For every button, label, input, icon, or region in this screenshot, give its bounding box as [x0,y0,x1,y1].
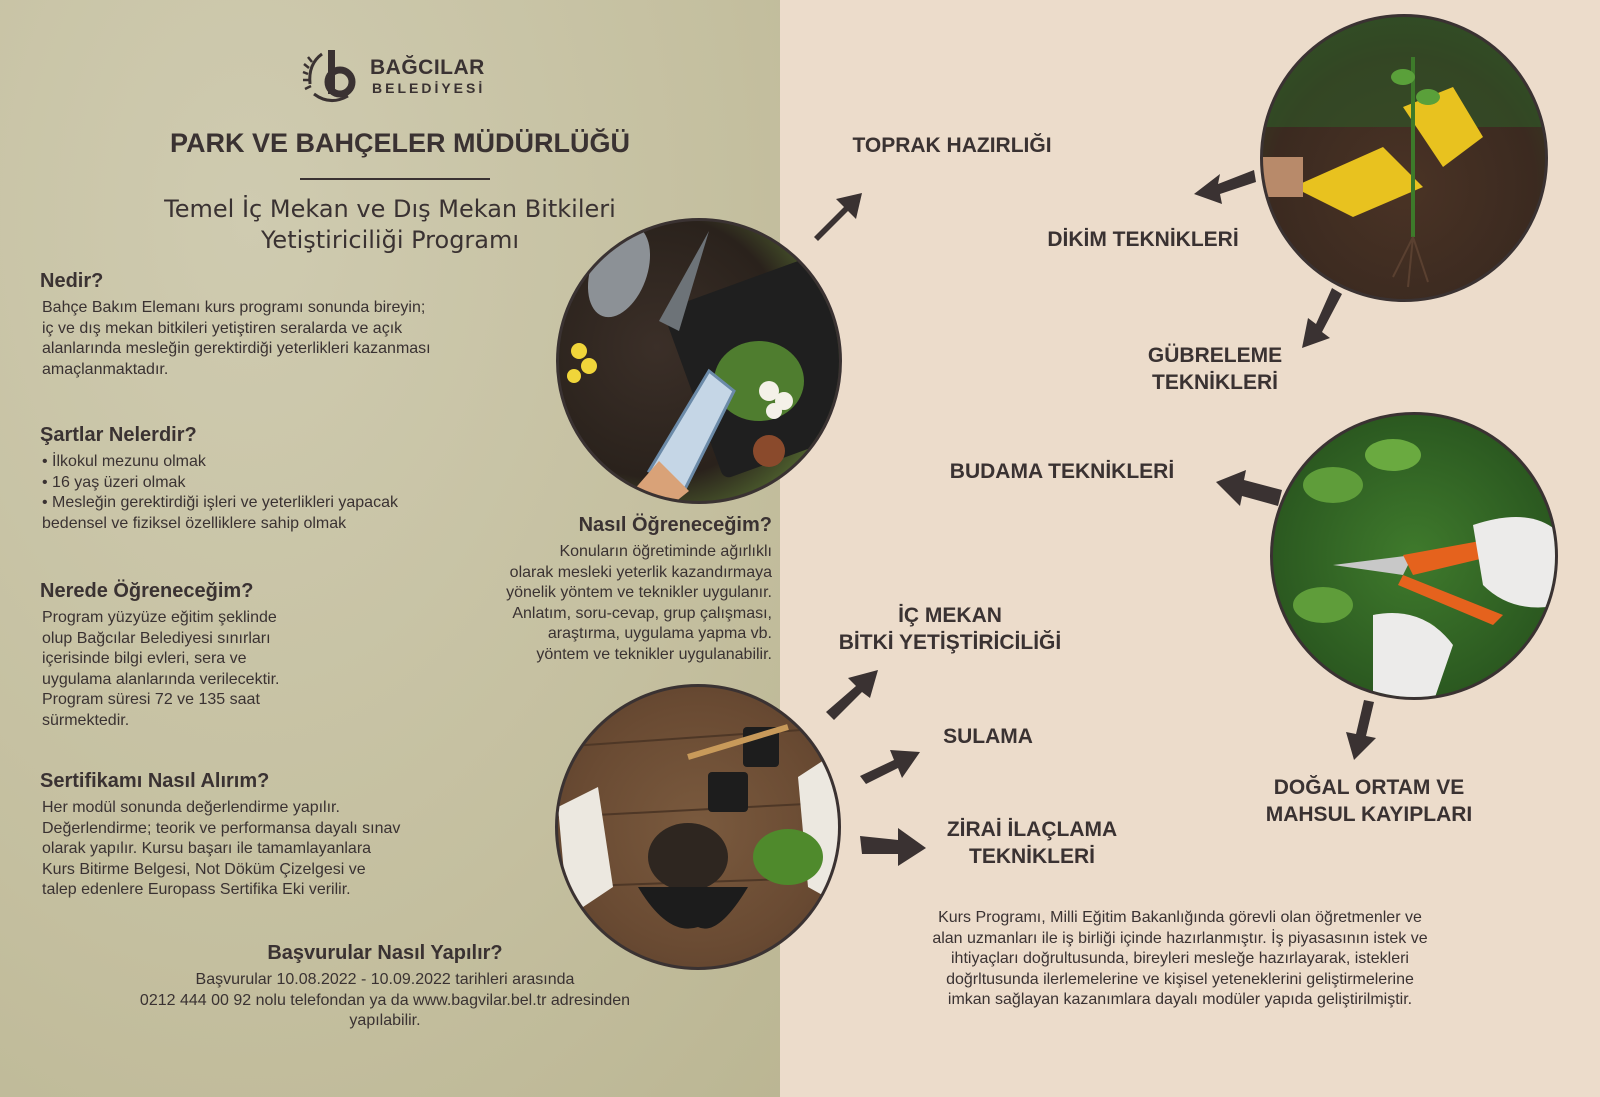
nasil-line: olarak mesleki yeterlik kazandırmaya [509,563,772,581]
arrow-right-icon [856,736,922,786]
nasil-line: yönelik yöntem ve teknikler uygulanır. [506,584,772,601]
topic-zirai-line-2: TEKNİKLERİ [969,845,1095,868]
sertifika-line: olarak yapılır. Kursu başarı ile tamamlayanlara [42,840,372,857]
arrow-up-right-icon [808,186,868,248]
topic-toprak: TOPRAK HAZIRLIĞI [852,134,1052,157]
topic-dogal-line-2: MAHSUL KAYIPLARI [1265,803,1473,826]
soil-planting-photo [555,684,841,970]
topic-icmekan-line-2: BİTKİ YETİŞTİRİCİLİĞİ [838,631,1062,654]
nerede-heading: Nerede Öğreneceğim? [40,580,254,602]
planting-gloves-photo [1260,14,1548,302]
program-title-line-2: Yetiştiriciliği Programı [260,226,520,254]
topic-gubreleme-line-1: GÜBRELEME [1147,344,1283,367]
sartlar-heading: Şartlar Nelerdir? [40,424,197,446]
logo-name: BAĞCILAR [370,56,485,79]
arrow-right-icon [858,824,928,870]
arrow-down-icon [1336,698,1382,762]
nedir-text [42,298,552,380]
page-title: PARK VE BAHÇELER MÜDÜRLÜĞÜ [169,128,630,158]
sertifika-text [42,798,512,901]
sartlar-line: • Mesleğin gerektirdiği işleri ve yeterlikleri yapacak [42,494,398,511]
sertifika-heading: Sertifikamı Nasıl Alırım? [40,770,270,792]
topic-dikim: DİKİM TEKNİKLERİ [1047,228,1239,251]
soil-planting-illustration [558,687,841,970]
nasil-line: Konuların öğretiminde ağırlıklı [559,543,772,560]
nerede-line: Program yüzyüze eğitim şeklinde [42,609,277,626]
footer-line: doğrltusunda ilerlemelerine ve kişisel yeteneklerini geliştirmelerine [946,970,1414,988]
footer-line: Kurs Programı, Milli Eğitim Bakanlığında görevli olan öğretmenler ve [938,909,1422,926]
nasil-line: araştırma, uygulama yapma vb. [547,625,772,642]
footer-line: imkan sağlayan kazanımlara dayalı modüler yapıda geliştirilmiştir. [947,991,1413,1008]
nedir-line: amaçlanmaktadır. [42,360,169,378]
nerede-line: olup Bağcılar Belediyesi sınırları [42,629,271,647]
sertifika-line: Her modül sonunda değerlendirme yapılır. [42,799,340,816]
basvuru-text [50,970,720,1032]
topic-sulama: SULAMA [943,725,1033,748]
arrow-left-icon [1192,160,1256,210]
arrow-left-icon [1214,462,1284,516]
nasil-text [400,542,772,665]
footer-line: alan uzmanları ile iş birliği içinde hazırlanmıştır. İş piyasasının istek ve [932,929,1428,947]
nedir-heading: Nedir? [40,270,104,292]
topic-zirai [916,816,1148,870]
topic-icmekan-line-1: İÇ MEKAN [898,604,1002,627]
topic-icmekan [810,602,1090,656]
basvuru-line: 0212 444 00 92 nolu telefondan ya da www.bagvilar.bel.tr adresinden [139,991,631,1009]
nerede-text [42,608,362,731]
nedir-line: Bahçe Bakım Elemanı kurs programı sonunda bireyin; [42,299,426,316]
logo-subtitle: BELEDİYESİ [372,80,486,96]
topic-gubreleme-line-2: TEKNİKLERİ [1152,371,1278,394]
arrow-down-left-icon [1292,286,1348,350]
nerede-line: sürmektedir. [42,711,130,729]
basvuru-line: yapılabilir. [349,1012,421,1029]
topic-dogal-line-1: DOĞAL ORTAM VE [1273,776,1465,799]
pruning-shears-photo [1270,412,1558,700]
nerede-line: içerisinde bilgi evleri, sera ve [42,650,247,667]
nerede-line: uygulama alanlarında verilecektir. [42,670,280,688]
topic-gubreleme [1120,342,1310,396]
topic-budama: BUDAMA TEKNİKLERİ [949,460,1175,483]
nedir-line: iç ve dış mekan bitkileri yetiştiren seralarda ve açık [42,319,403,337]
program-footer-note [850,908,1510,1011]
program-title-line-1: Temel İç Mekan ve Dış Mekan Bitkileri [164,195,616,223]
nasil-line: yöntem ve teknikler uygulanabilir. [536,645,772,663]
program-title [100,194,680,256]
nasil-line: Anlatım, soru-cevap, grup çalışması, [512,604,772,622]
title-divider [300,178,490,180]
nedir-line: alanlarında mesleğin gerektirdiği yeterlikleri kazanması [42,340,431,357]
planting-gloves-illustration [1263,17,1548,302]
arrow-up-right-icon [822,666,882,724]
nerede-line: Program süresi 72 ve 135 saat [42,691,260,708]
basvuru-heading: Başvurular Nasıl Yapılır? [267,942,503,964]
topic-zirai-line-1: ZİRAİ İLAÇLAMA [946,818,1118,841]
topic-dogal [1230,774,1508,828]
sertifika-line: Değerlendirme; teorik ve performansa dayalı sınav [42,819,401,837]
sertifika-line: talep edenlere Europass Sertifika Eki verilir. [42,881,351,898]
sartlar-line: bedensel ve fiziksel özelliklere sahip olmak [42,514,347,532]
sertifika-line: Kurs Bitirme Belgesi, Not Döküm Çizelgesi ve [42,860,366,878]
basvuru-line: Başvurular 10.08.2022 - 10.09.2022 tarihleri arasında [195,971,575,988]
sartlar-line: • 16 yaş üzeri olmak [42,473,186,491]
nasil-heading: Nasıl Öğreneceğim? [578,514,772,536]
pruning-shears-illustration [1273,415,1558,700]
gardening-tools-photo [556,218,842,504]
sartlar-line: • İlkokul mezunu olmak [42,453,206,470]
footer-line: ihtiyaçları doğrultusunda, bireyleri mesleğe hazırlayarak, istekleri [951,950,1409,967]
bagcilar-logo-icon [300,44,364,108]
gardening-tools-illustration [559,221,842,504]
